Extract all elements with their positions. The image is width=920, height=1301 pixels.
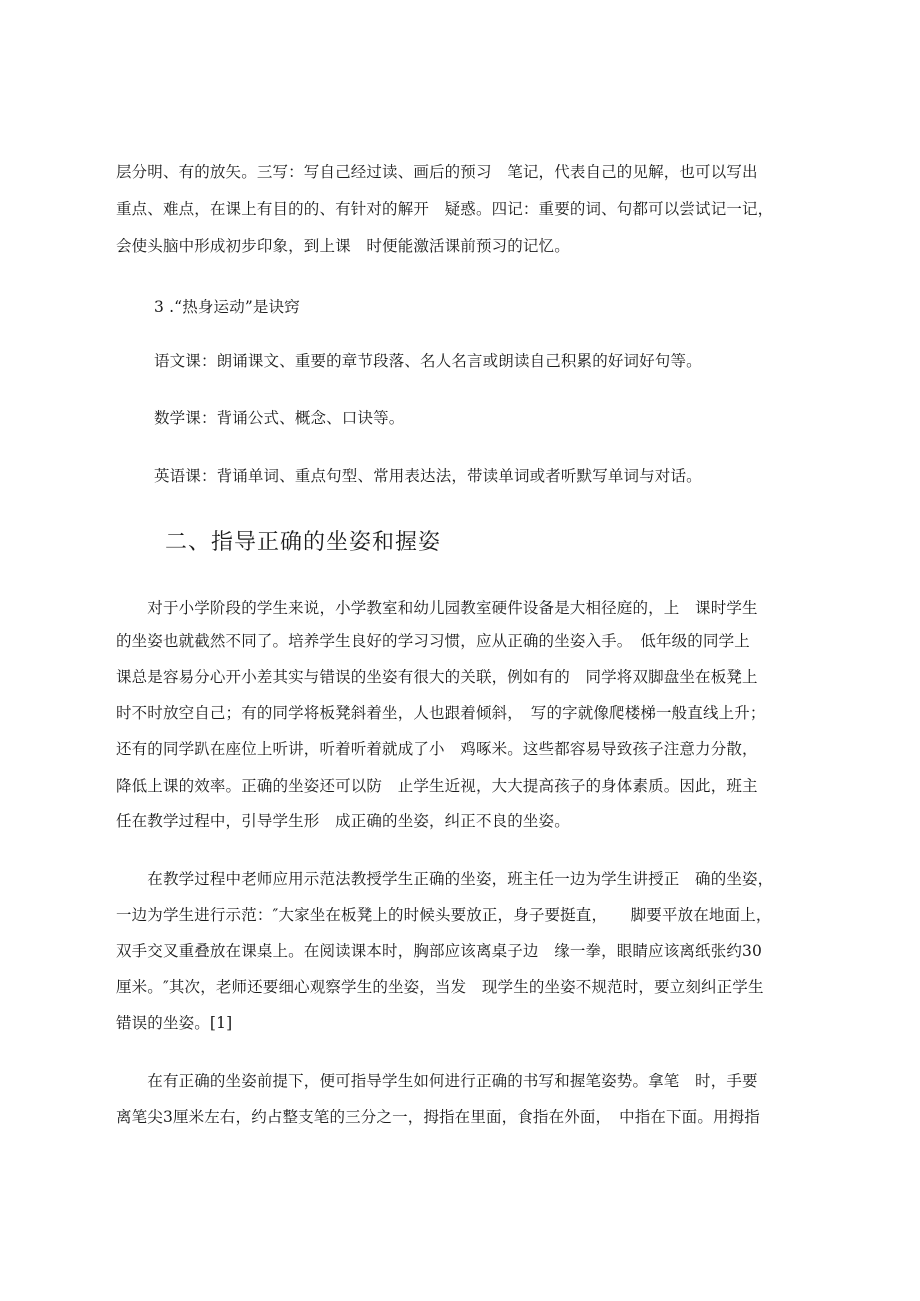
text-line: 厘米。″其次，老师还要细心观察学生的坐姿，当发 现学生的坐姿不规范时，要立刻纠正学生 xyxy=(116,978,764,996)
text-line: 一边为学生进行示范：″大家坐在板凳上的时候头要放正，身子要挺直， 脚要平放在地面上， xyxy=(116,906,772,924)
text-line: 语文课：朗诵课文、重要的章节段落、名人名言或朗读自己积累的好词好句等。 xyxy=(154,352,702,370)
text-line: 降低上课的效率。正确的坐姿还可以防 止学生近视，大大提高孩子的身体素质。因此，班主 xyxy=(116,777,758,795)
section-heading: 二、指导正确的坐姿和握姿 xyxy=(165,530,442,555)
text-line: 英语课：背诵单词、重点句型、常用表达法，带读单词或者听默写单词与对话。 xyxy=(154,467,702,485)
text-line: 课总是容易分心开小差其实与错误的坐姿有很大的关联，例如有的 同学将双脚盘坐在板凳上 xyxy=(116,668,758,686)
text-line: 任在教学过程中，引导学生形 成正确的坐姿，纠正不良的坐姿。 xyxy=(116,812,570,830)
text-line: 错误的坐姿。[1] xyxy=(116,1014,233,1032)
text-line: 双手交叉重叠放在课桌上。在阅读课本时，胸部应该离桌子边 缘一拳，眼睛应该离纸张约30 xyxy=(116,942,763,960)
text-line: 数学课：背诵公式、概念、口诀等。 xyxy=(154,409,405,427)
text-line: 时不时放空自己；有的同学将板凳斜着坐，人也跟着倾斜， 写的字就像爬楼梯一般直线上升； xyxy=(116,704,766,722)
text-line: 还有的同学趴在座位上听讲，听着听着就成了小 鸡啄米。这些都容易导致孩子注意力分散， xyxy=(116,740,758,758)
text-line: 重点、难点，在课上有目的的、有针对的解开 疑惑。四记：重要的词、句都可以尝试记一记， xyxy=(116,200,774,218)
text-line: 在教学过程中老师应用示范法教授学生正确的坐姿，班主任一边为学生讲授正 确的坐姿， xyxy=(116,870,774,888)
text-line: 离笔尖3厘米左右，约占整支笔的三分之一，拇指在里面，食指在外面， 中指在下面。用拇指 xyxy=(116,1108,760,1126)
text-line: 对于小学阶段的学生来说，小学教室和幼儿园教室硬件设备是大相径庭的，上 课时学生 xyxy=(116,599,758,617)
section-subheading: 3 .“热身运动”是诀窍 xyxy=(154,298,300,316)
text-line: 的坐姿也就截然不同了。培养学生良好的学习习惯，应从正确的坐姿入手。 低年级的同学上 xyxy=(116,632,750,650)
text-line: 会使头脑中形成初步印象，到上课 时便能激活课前预习的记忆。 xyxy=(116,237,570,255)
text-line: 层分明、有的放矢。三写：写自己经过读、画后的预习 笔记，代表自己的见解，也可以写出 xyxy=(116,163,758,181)
text-line: 在有正确的坐姿前提下，便可指导学生如何进行正确的书写和握笔姿势。拿笔 时，手要 xyxy=(116,1072,758,1090)
